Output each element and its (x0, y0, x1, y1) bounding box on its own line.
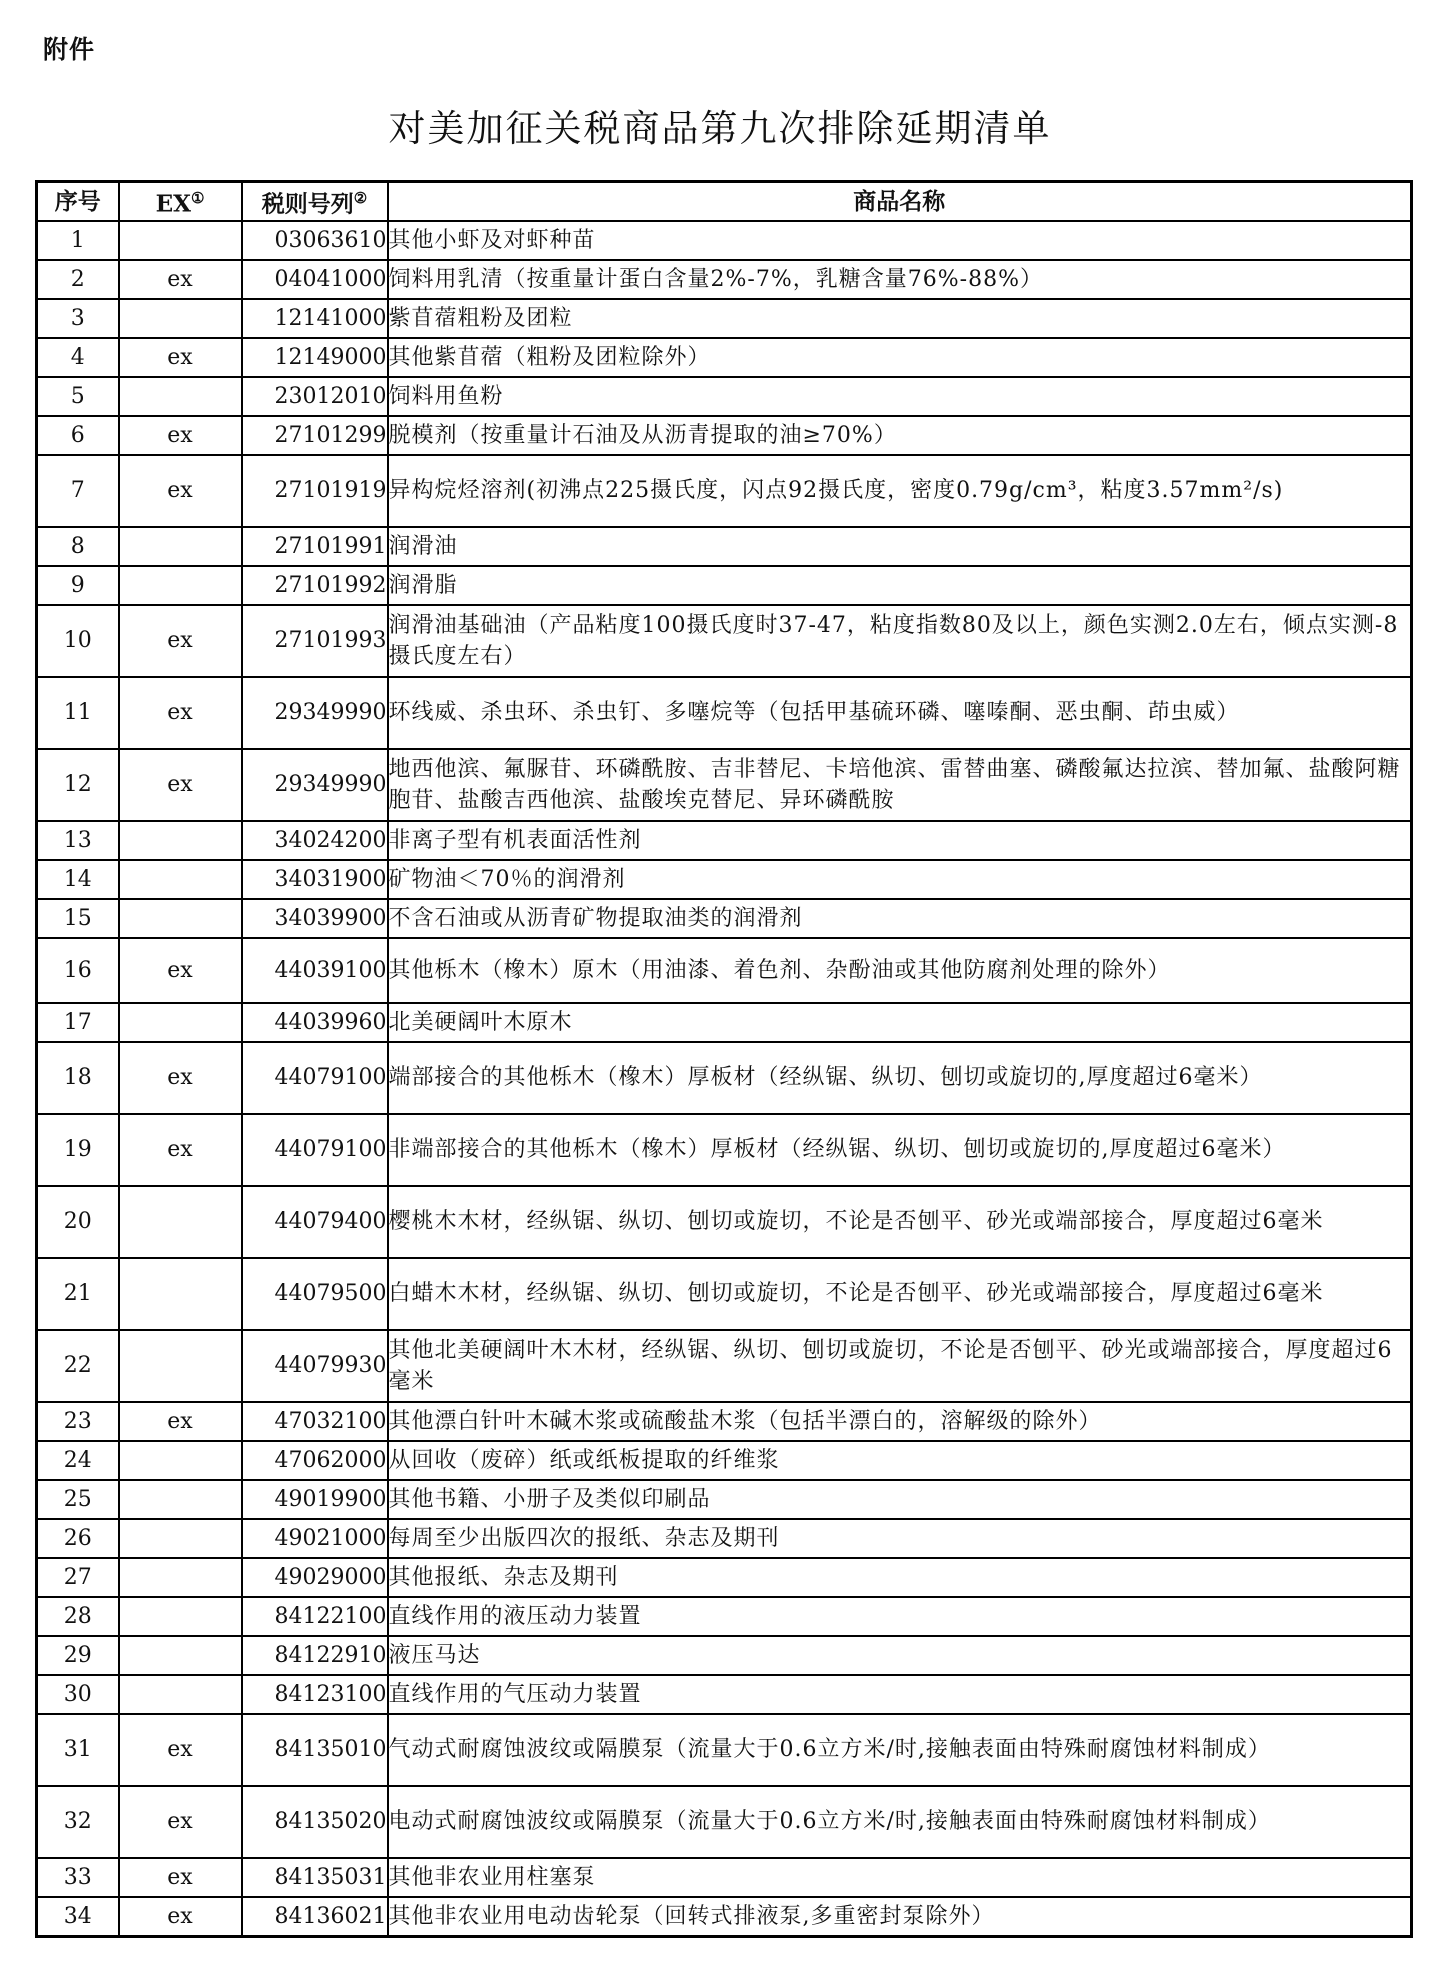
tariff-code: 84135031 (242, 1858, 388, 1897)
product-name: 其他栎木（橡木）原木（用油漆、着色剂、杂酚油或其他防腐剂处理的除外） (388, 938, 1412, 1003)
footnote-marker-1: ① (190, 189, 205, 207)
product-name: 其他小虾及对虾种苗 (388, 221, 1412, 260)
table-row (37, 1675, 1412, 1714)
tariff-code: 47062000 (242, 1441, 388, 1480)
row-number: 27 (37, 1558, 119, 1597)
row-number: 16 (37, 938, 119, 1003)
ex-marker (119, 1258, 242, 1330)
tariff-code: 12141000 (242, 299, 388, 338)
product-name: 端部接合的其他栎木（橡木）厚板材（经纵锯、纵切、刨切或旋切的,厚度超过6毫米） (388, 1042, 1412, 1114)
table-row (37, 1858, 1412, 1897)
ex-marker: ex (119, 416, 242, 455)
row-number: 14 (37, 860, 119, 899)
row-number: 32 (37, 1786, 119, 1858)
table-row (37, 455, 1412, 527)
table-row (37, 1636, 1412, 1675)
product-name: 气动式耐腐蚀波纹或隔膜泵（流量大于0.6立方米/时,接触表面由特殊耐腐蚀材料制成） (388, 1714, 1412, 1786)
row-number: 12 (37, 749, 119, 821)
ex-marker: ex (119, 605, 242, 677)
ex-marker (119, 299, 242, 338)
row-number: 24 (37, 1441, 119, 1480)
ex-marker (119, 821, 242, 860)
ex-marker: ex (119, 1897, 242, 1937)
row-number: 8 (37, 527, 119, 566)
tariff-code: 44039960 (242, 1003, 388, 1042)
table-row (37, 605, 1412, 677)
table-row (37, 1714, 1412, 1786)
table-row (37, 527, 1412, 566)
tariff-code: 84122100 (242, 1597, 388, 1636)
table-row (37, 1330, 1412, 1402)
tariff-code: 12149000 (242, 338, 388, 377)
table-row (37, 377, 1412, 416)
row-number: 1 (37, 221, 119, 260)
table-row (37, 1519, 1412, 1558)
ex-marker (119, 1003, 242, 1042)
ex-marker: ex (119, 455, 242, 527)
table-row (37, 416, 1412, 455)
row-number: 31 (37, 1714, 119, 1786)
row-number: 22 (37, 1330, 119, 1402)
page-title: 对美加征关税商品第九次排除延期清单 (388, 107, 1052, 150)
product-name: 其他非农业用电动齿轮泵（回转式排液泵,多重密封泵除外） (388, 1897, 1412, 1937)
table-row (37, 899, 1412, 938)
ex-marker (119, 1441, 242, 1480)
product-name: 电动式耐腐蚀波纹或隔膜泵（流量大于0.6立方米/时,接触表面由特殊耐腐蚀材料制成） (388, 1786, 1412, 1858)
ex-marker (119, 860, 242, 899)
table-row (37, 1114, 1412, 1186)
product-name: 北美硬阔叶木原木 (388, 1003, 1412, 1042)
row-number: 7 (37, 455, 119, 527)
row-number: 5 (37, 377, 119, 416)
row-number: 17 (37, 1003, 119, 1042)
product-name: 非端部接合的其他栎木（橡木）厚板材（经纵锯、纵切、刨切或旋切的,厚度超过6毫米） (388, 1114, 1412, 1186)
attachment-label: 附件 (43, 35, 96, 64)
ex-marker: ex (119, 1402, 242, 1441)
table-row (37, 260, 1412, 299)
product-name: 其他非农业用柱塞泵 (388, 1858, 1412, 1897)
ex-marker (119, 899, 242, 938)
ex-marker (119, 1675, 242, 1714)
product-name: 地西他滨、氟脲苷、环磷酰胺、吉非替尼、卡培他滨、雷替曲塞、磷酸氟达拉滨、替加氟、盐酸阿糖胞苷、盐酸吉西他滨、盐酸埃克替尼、异环磷酰胺 (388, 749, 1412, 821)
tariff-code: 44079100 (242, 1042, 388, 1114)
table-row (37, 566, 1412, 605)
product-name: 紫苜蓿粗粉及团粒 (388, 299, 1412, 338)
table-row (37, 1042, 1412, 1114)
product-name: 其他紫苜蓿（粗粉及团粒除外） (388, 338, 1412, 377)
ex-marker: ex (119, 338, 242, 377)
product-name: 异构烷烃溶剂(初沸点225摄氏度，闪点92摄氏度，密度0.79g/cm³，粘度3.57mm²/s) (388, 455, 1412, 527)
ex-marker: ex (119, 938, 242, 1003)
table-row (37, 749, 1412, 821)
product-name: 樱桃木木材，经纵锯、纵切、刨切或旋切，不论是否刨平、砂光或端部接合，厚度超过6毫米 (388, 1186, 1412, 1258)
tariff-code: 34031900 (242, 860, 388, 899)
row-number: 23 (37, 1402, 119, 1441)
product-name: 非离子型有机表面活性剂 (388, 821, 1412, 860)
column-header-ex-label: EX (155, 190, 191, 218)
ex-marker: ex (119, 1786, 242, 1858)
row-number: 9 (37, 566, 119, 605)
row-number: 33 (37, 1858, 119, 1897)
tariff-code: 29349990 (242, 677, 388, 749)
column-header-code (242, 182, 388, 221)
row-number: 13 (37, 821, 119, 860)
tariff-code: 34039900 (242, 899, 388, 938)
column-header-code-label: 税则号列 (261, 190, 354, 218)
tariff-code: 23012010 (242, 377, 388, 416)
row-number: 11 (37, 677, 119, 749)
table-row (37, 221, 1412, 260)
tariff-code: 44079100 (242, 1114, 388, 1186)
table-row (37, 677, 1412, 749)
row-number: 3 (37, 299, 119, 338)
column-header-name (388, 182, 1412, 221)
product-name: 每周至少出版四次的报纸、杂志及期刊 (388, 1519, 1412, 1558)
ex-marker (119, 1186, 242, 1258)
column-header-no-label: 序号 (54, 187, 101, 215)
product-name: 不含石油或从沥青矿物提取油类的润滑剂 (388, 899, 1412, 938)
ex-marker (119, 566, 242, 605)
exclusion-list-table (35, 180, 1413, 1938)
table-row (37, 860, 1412, 899)
product-name: 从回收（废碎）纸或纸板提取的纤维浆 (388, 1441, 1412, 1480)
row-number: 25 (37, 1480, 119, 1519)
ex-marker (119, 1519, 242, 1558)
row-number: 21 (37, 1258, 119, 1330)
row-number: 34 (37, 1897, 119, 1937)
product-name: 直线作用的液压动力装置 (388, 1597, 1412, 1636)
row-number: 30 (37, 1675, 119, 1714)
ex-marker (119, 1636, 242, 1675)
row-number: 4 (37, 338, 119, 377)
row-number: 29 (37, 1636, 119, 1675)
tariff-code: 49029000 (242, 1558, 388, 1597)
ex-marker (119, 1330, 242, 1402)
table-row (37, 938, 1412, 1003)
table-row (37, 1258, 1412, 1330)
product-name: 脱模剂（按重量计石油及从沥青提取的油≥70%） (388, 416, 1412, 455)
column-header-ex (119, 182, 242, 221)
tariff-code: 34024200 (242, 821, 388, 860)
tariff-code: 49019900 (242, 1480, 388, 1519)
table-row (37, 1558, 1412, 1597)
tariff-code: 04041000 (242, 260, 388, 299)
product-name: 润滑脂 (388, 566, 1412, 605)
tariff-code: 44079500 (242, 1258, 388, 1330)
row-number: 28 (37, 1597, 119, 1636)
row-number: 18 (37, 1042, 119, 1114)
ex-marker: ex (119, 1114, 242, 1186)
row-number: 26 (37, 1519, 119, 1558)
table-header-row (37, 182, 1412, 221)
ex-marker: ex (119, 749, 242, 821)
product-name: 白蜡木木材，经纵锯、纵切、刨切或旋切，不论是否刨平、砂光或端部接合，厚度超过6毫米 (388, 1258, 1412, 1330)
table-row (37, 1441, 1412, 1480)
tariff-code: 84135020 (242, 1786, 388, 1858)
tariff-code: 49021000 (242, 1519, 388, 1558)
product-name: 直线作用的气压动力装置 (388, 1675, 1412, 1714)
ex-marker (119, 527, 242, 566)
product-name: 其他漂白针叶木碱木浆或硫酸盐木浆（包括半漂白的，溶解级的除外） (388, 1402, 1412, 1441)
row-number: 19 (37, 1114, 119, 1186)
product-name: 其他书籍、小册子及类似印刷品 (388, 1480, 1412, 1519)
row-number: 20 (37, 1186, 119, 1258)
column-header-name-label: 商品名称 (853, 187, 946, 215)
tariff-code: 84135010 (242, 1714, 388, 1786)
table-row (37, 1402, 1412, 1441)
tariff-code: 27101919 (242, 455, 388, 527)
ex-marker (119, 221, 242, 260)
tariff-code: 84122910 (242, 1636, 388, 1675)
tariff-code: 84123100 (242, 1675, 388, 1714)
product-name: 润滑油 (388, 527, 1412, 566)
table-row (37, 1897, 1412, 1937)
table-row (37, 299, 1412, 338)
ex-marker: ex (119, 1042, 242, 1114)
table-row (37, 1786, 1412, 1858)
ex-marker: ex (119, 260, 242, 299)
table-row (37, 1480, 1412, 1519)
tariff-code: 03063610 (242, 221, 388, 260)
product-name: 液压马达 (388, 1636, 1412, 1675)
table-row (37, 1003, 1412, 1042)
ex-marker (119, 1480, 242, 1519)
row-number: 10 (37, 605, 119, 677)
product-name: 饲料用乳清（按重量计蛋白含量2%-7%，乳糖含量76%-88%） (388, 260, 1412, 299)
tariff-code: 44079400 (242, 1186, 388, 1258)
table-row (37, 338, 1412, 377)
product-name: 其他报纸、杂志及期刊 (388, 1558, 1412, 1597)
ex-marker: ex (119, 1714, 242, 1786)
product-name: 矿物油＜70％的润滑剂 (388, 860, 1412, 899)
tariff-code: 29349990 (242, 749, 388, 821)
tariff-code: 27101993 (242, 605, 388, 677)
row-number: 6 (37, 416, 119, 455)
tariff-code: 44079930 (242, 1330, 388, 1402)
product-name: 饲料用鱼粉 (388, 377, 1412, 416)
ex-marker (119, 1597, 242, 1636)
ex-marker: ex (119, 677, 242, 749)
column-header-no (37, 182, 119, 221)
product-name: 润滑油基础油（产品粘度100摄氏度时37-47，粘度指数80及以上，颜色实测2.0左右，倾点实测-8摄氏度左右） (388, 605, 1412, 677)
table-row (37, 1186, 1412, 1258)
ex-marker: ex (119, 1858, 242, 1897)
tariff-code: 27101992 (242, 566, 388, 605)
tariff-code: 27101991 (242, 527, 388, 566)
tariff-code: 44039100 (242, 938, 388, 1003)
footnote-marker-2: ② (353, 189, 368, 207)
row-number: 15 (37, 899, 119, 938)
tariff-code: 27101299 (242, 416, 388, 455)
tariff-code: 84136021 (242, 1897, 388, 1937)
table-row (37, 821, 1412, 860)
ex-marker (119, 377, 242, 416)
row-number: 2 (37, 260, 119, 299)
product-name: 其他北美硬阔叶木木材，经纵锯、纵切、刨切或旋切，不论是否刨平、砂光或端部接合，厚度超过6毫米 (388, 1330, 1412, 1402)
product-name: 环线威、杀虫环、杀虫钉、多噻烷等（包括甲基硫环磷、噻嗪酮、恶虫酮、茚虫威） (388, 677, 1412, 749)
ex-marker (119, 1558, 242, 1597)
tariff-code: 47032100 (242, 1402, 388, 1441)
table-row (37, 1597, 1412, 1636)
